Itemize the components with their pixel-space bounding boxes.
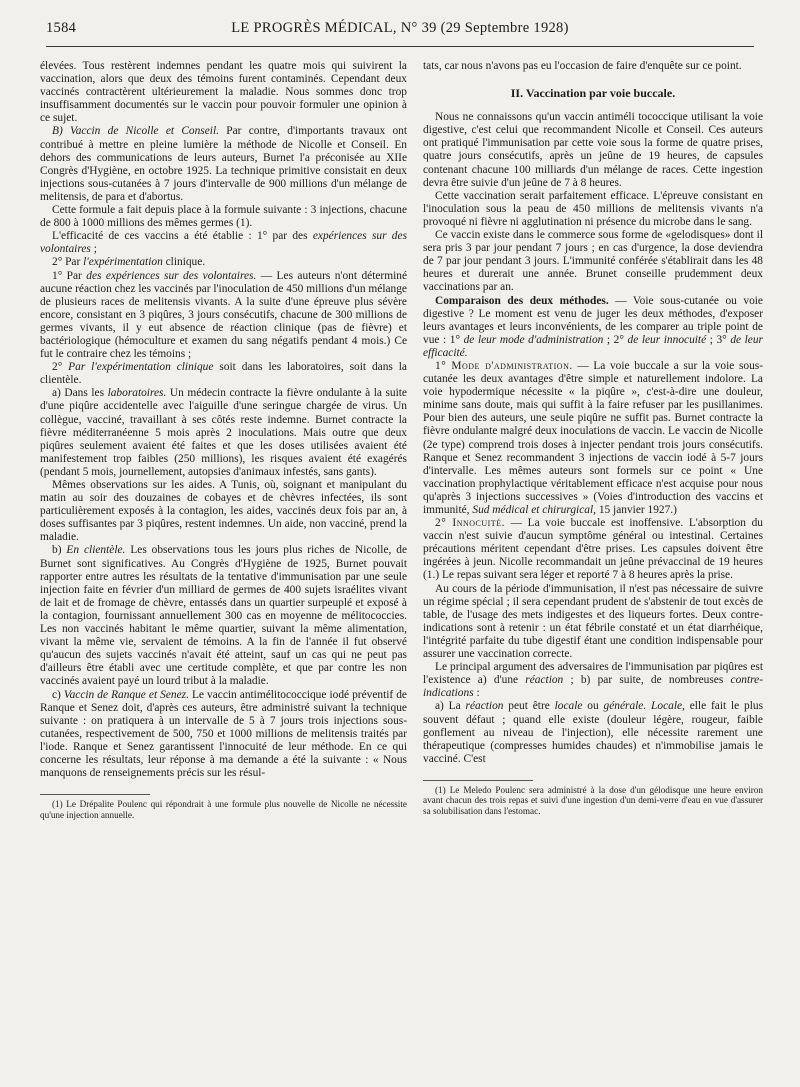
subheading: 2° Innocuité. — [435, 517, 505, 530]
subheading: Comparaison des deux méthodes. — [435, 294, 609, 307]
paragraph: Le principal argument des adversaires de l'immunisation par piqûres est l'existence a) d'une réaction ; b) par suite, de nombreuses contre-indications : — [423, 661, 763, 700]
paragraph: Cette vaccination serait parfaitement efficace. L'épreuve consistant en l'inoculation sous la peau de 450 millions de melitensis vivants n'a provoqué ni fièvre ni agglutination ni présence du microbe dans le sang. — [423, 189, 763, 228]
paragraph: 2° Par l'expérimentation clinique soit dans les laboratoires, soit dans la clientèle. — [40, 361, 407, 387]
paragraph: 1° Mode d'administration. — La voie buccale a sur la voie sous-cutanée les deux avantages d'être simple et naturellement indolore. La voie hypodermique nécessite « la piqûre », c'est-à-dire une douleur, minime sans doute, mais qui suffit à la faire refuser par les pusillanimes. Pour bien des auteurs, une seule piqûre ne suffit pas. Burnet contracte la fièvre ondulante malgré deux inoculations de vaccin. Le vaccin de Nicolle (2e type) comprend trois doses à injecter pendant trois jours consécutifs. Ranque et Senez recommandent 3 injections de vaccin iodé à 5-7 jours d'intervalle. Les mêmes auteurs sont formels sur ce point « Une vaccination prophylactique véritablement efficace n'est acquise pour nous qu'après 3 injections successives » (Voies d'introduction des vaccins et immunité, Sud médical et chirurgical, 15 janvier 1927.) — [423, 359, 764, 516]
paragraph: Mêmes observations sur les aides. A Tunis, où, soignant et manipulant du matin au soir des douzaines de cobayes et de chèvres infectées, ils sont particulièrement exposés à la contagion, les aides, vaccinés deux fois par an, à doses suffisantes par 3 piqûres, restent indemnes. Un aide, non vacciné, prend la maladie. — [40, 479, 407, 544]
paragraph: a) La réaction peut être locale ou générale. Locale, elle fait le plus souvent défaut ; quand elle existe (douleur légère, rougeur, faible gonflement au niveau de l'injection), elle nécessite rarement une thérapeutique (compresses humides chaudes) et n'immobilise jamais le vacciné. C'est — [423, 700, 763, 765]
section-heading: II. Vaccination par voie buccale. — [510, 86, 676, 101]
paragraph: Comparaison des deux méthodes. — Voie sous-cutanée ou voie digestive ? Le moment est venu de juger les deux méthodes, d'exposer leurs avantages et leurs inconvénients, de les comparer au triple point de vue : 1° de leur mode d'administration ; 2° de leur innocuité ; 3° de leur efficacité. — [423, 294, 763, 359]
left-column — [40, 60, 407, 820]
paragraph: élevées. Tous restèrent indemnes pendant les quatre mois qui suivirent la vaccination, alors que deux des témoins furent contaminés. Cependant deux vaccinés contractèrent ultérieurement la maladie. Nous sommes donc trop insuffisamment documentés sur le vaccin pour pouvoir formuler une opinion à ce sujet. — [40, 60, 407, 125]
footnote: (1) Le Drépalite Poulenc qui répondrait à une formule plus nouvelle de Nicolle ne nécessite qu'une injection annuelle. — [40, 799, 407, 820]
right-column — [423, 60, 763, 816]
paragraph: Ce vaccin existe dans le commerce sous forme de «gelodisques» dont il sera pris 3 par jour pendant 7 jours ; en cas d'urgence, la dose deviendra de 7 par jour pendant 3 jours. L'immunité conférée s'établirait dans les 48 heures et durerait une année. Brunet conseille prudemment deux vaccinations par an. — [423, 229, 763, 294]
footnote-rule — [423, 780, 533, 781]
running-title: LE PROGRÈS MÉDICAL, N° 39 (29 Septembre 1928) — [231, 20, 569, 36]
subheading: 1° Mode d'administration. — [435, 359, 573, 372]
footnote-rule — [40, 794, 150, 795]
page-number: 1584 — [46, 20, 77, 36]
section-label: B) Vaccin de Nicolle et Conseil. — [52, 125, 219, 138]
paragraph: 2° Innocuité. — La voie buccale est inoffensive. L'absorption du vaccin n'est suivie d'aucun symptôme général ou intestinal. Certaines précautions méritent cependant d'être prises. Les capsules doivent être ingérées à jeun. Nicolle recommandait un jeûne prévaccinal de 19 heures (1.) Le repas suivant sera léger et reporté 7 à 8 heures après la prise. — [423, 517, 763, 582]
paragraph: a) Dans les laboratoires. Un médecin contracte la fièvre ondulante à la suite d'une piqûre accidentelle avec l'aiguille d'une seringue chargée de virus. Un collègue, vacciné, travaillant à ses côtés reste indemne. Burnet contracte la fièvre méditerranéenne 5 mois après 2 inoculations. Mais outre que deux piqûres seulement avaient été faites et que les doses utilisées avaient été manifestement trop faibles (250 millions), les risques avaient été exagérés (pendant 5 mois, journellement, autopsies d'animaux infestés, sans gants). — [40, 387, 407, 478]
header-rule — [46, 46, 754, 47]
paragraph: b) En clientèle. Les observations tous les jours plus riches de Nicolle, de Burnet sont significatives. Au Congrès d'Hygiène de 1925, Burnet pouvait rapporter entre autres les résultats de la tentative d'immunisation par une seule injection faite en février d'un milliard de germes de 400 sujets israélites vivant de lait et de fromage de chèvre, entassés dans un quartier surpeuplé et exposé à la contagion, fournissant annuellement 300 cas en moyenne de mélitococcies. Les non vaccinés habitant le même quartier, suivant la même alimentation, vivant la même vie, servaient de témoins. A la fin de l'année il fut observé qu'aucun des sujets vaccinés n'avait été atteint, sauf un cas qui ne peut pas d'ailleurs être établi avec une certitude complète, et que par contre les non vaccinés avaient payé un lourd tribut à la maladie. — [40, 544, 408, 688]
page-header — [46, 20, 754, 42]
paragraph: 1° Par des expériences sur des volontaires. — Les auteurs n'ont déterminé aucune réaction chez les vaccinés par l'inoculation de 450 millions d'un mélange de plusieurs races de melitensis vivants. A la suite d'une épreuve plus sévère encore, consistant en 3 piqûres, 3 jours consécutifs, chacune de 300 millions de germes vivants, il y eut absence de réaction clinique (pas de fièvre) et bactériologique (hémoculture et examen du sang négatifs pendant 4 mois.) Ce fut le contraire chez les témoins ; — [40, 269, 407, 361]
paragraph: Au cours de la période d'immunisation, il n'est pas nécessaire de suivre un régime spécial ; il sera cependant prudent de s'abstenir de tout excès de table, de l'usage des mets indigestes et des liqueurs fortes. Deux contre-indications sont à retenir : un état fébrile constaté et un état diarrhéique, l'intégrité parfaite du tube digestif étant une condition indispensable pour assurer une vaccination correcte. — [423, 582, 763, 661]
paragraph: Nous ne connaissons qu'un vaccin antiméli tococcique utilisant la voie digestive, c'est celui que recommandent Nicolle et Conseil. Ces auteurs ont pratiqué l'immunisation par cette voie sous la forme de quatre prises, quatre jours consécutifs, après un jeûne de 19 heures, de capsules contenant chacune 100 milliards d'un mélange de races. Cette ingestion devra être suivie d'un jeûne de 7 à 8 heures. — [423, 111, 763, 189]
paragraph: Cette formule a fait depuis place à la formule suivante : 3 injections, chacune de 800 à 1000 millions des mêmes germes (1). — [40, 204, 407, 230]
paragraph: tats, car nous n'avons pas eu l'occasion de faire d'enquête sur ce point. — [423, 60, 742, 72]
paragraph: B) Vaccin de Nicolle et Conseil. Par contre, d'importants travaux ont contribué à mettre en pleine lumière la méthode de Nicolle et Conseil. En dehors des communications de leurs auteurs, Burnet l'a préconisée au XIIe Congrès d'Hygiène, en octobre 1925. La technique primitive consistait en deux injections sous-cutanées à 7 jours d'intervalle de 900 millions d'un mélange de melitensis, de para et d'abortus. — [40, 125, 407, 203]
footnote: (1) Le Meledo Poulenc sera administré à la dose d'un gélodisque une heure environ avant chacun des trois repas et suivi d'une ingestion d'un demi-verre d'eau en vue d'assurer sa solubilisation dans l'estomac. — [423, 784, 763, 816]
paragraph: 2° Par l'expérimentation clinique. — [52, 256, 206, 269]
paragraph: L'efficacité de ces vaccins a été établie : 1° par des expériences sur des volontaires ; — [40, 230, 407, 256]
paragraph: c) Vaccin de Ranque et Senez. Le vaccin antimélitococcique iodé préventif de Ranque et Senez doit, d'après ces auteurs, être administré suivant la technique suivante : on pratiquera à un intervalle de 5 à 7 jours trois injections sous-cutanées, respectivement de 500, 750 et 1000 millions de melitensis traités par l'iode. Ranque et Senez garantissent l'innocuité de leur méthode. En ce qui concerne les résultats, leur réponse à ma demande a été la suivante : « Nous manquons de renseignements précis sur les résul- — [40, 688, 407, 780]
